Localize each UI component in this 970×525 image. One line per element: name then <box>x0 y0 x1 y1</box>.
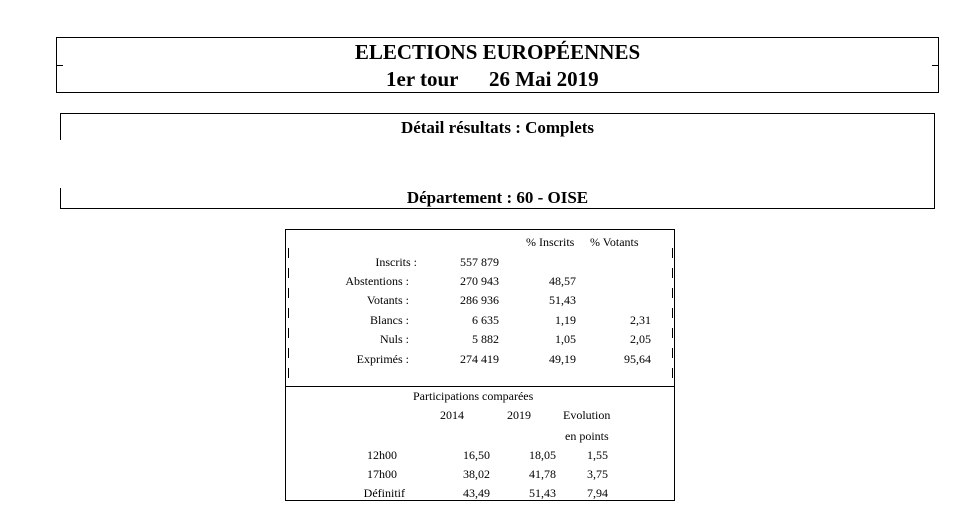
participation-row-2019: 41,78 <box>529 467 556 481</box>
participation-row-2014: 16,50 <box>463 448 490 462</box>
col-header-pct-inscrits: % Inscrits <box>526 235 575 249</box>
row-label: Abstentions : <box>345 274 409 288</box>
row-value: 557 879 <box>460 255 499 269</box>
row-value: 274 419 <box>460 352 499 366</box>
row-pct-votants: 95,64 <box>624 352 651 366</box>
evolution-unit: en points <box>565 429 609 443</box>
detail-title: Détail résultats : Complets <box>400 118 595 137</box>
participation-row-evolution: 3,75 <box>587 467 608 481</box>
row-label: Exprimés : <box>356 352 409 366</box>
row-pct-inscrits: 1,19 <box>555 313 576 327</box>
row-value: 6 635 <box>472 313 499 327</box>
col-header-pct-votants: % Votants <box>590 235 639 249</box>
participation-row-2019: 51,43 <box>529 486 556 500</box>
header-divider <box>57 65 63 66</box>
row-pct-inscrits: 49,19 <box>549 352 576 366</box>
row-pct-inscrits: 1,05 <box>555 332 576 346</box>
election-round: 1er tour <box>386 67 459 91</box>
col-header-2019: 2019 <box>507 408 531 422</box>
row-value: 270 943 <box>460 274 499 288</box>
participation-row-label: Définitif <box>363 486 405 500</box>
participation-row-2019: 18,05 <box>529 448 556 462</box>
row-label: Nuls : <box>379 332 409 346</box>
row-pct-votants: 2,31 <box>630 313 651 327</box>
row-label: Votants : <box>366 293 409 307</box>
participation-row-2014: 43,49 <box>463 486 490 500</box>
department-label: Département : 60 - OISE <box>406 188 589 207</box>
row-value: 286 936 <box>460 293 499 307</box>
election-title: ELECTIONS EUROPÉENNES <box>354 40 641 64</box>
row-pct-inscrits: 51,43 <box>549 293 576 307</box>
participation-row-label: 17h00 <box>367 467 397 481</box>
row-label: Blancs : <box>370 313 409 327</box>
participation-row-evolution: 7,94 <box>587 486 608 500</box>
participation-row-2014: 38,02 <box>463 467 490 481</box>
col-header-2014: 2014 <box>440 408 464 422</box>
participation-row-evolution: 1,55 <box>587 448 608 462</box>
election-date: 26 Mai 2019 <box>489 67 599 91</box>
table-separator <box>286 386 674 387</box>
row-pct-inscrits: 48,57 <box>549 274 576 288</box>
col-header-evolution: Evolution <box>563 408 611 422</box>
row-value: 5 882 <box>472 332 499 346</box>
row-pct-votants: 2,05 <box>630 332 651 346</box>
row-label: Inscrits : <box>375 255 417 269</box>
participation-title: Participations comparées <box>413 389 534 403</box>
participation-row-label: 12h00 <box>367 448 397 462</box>
